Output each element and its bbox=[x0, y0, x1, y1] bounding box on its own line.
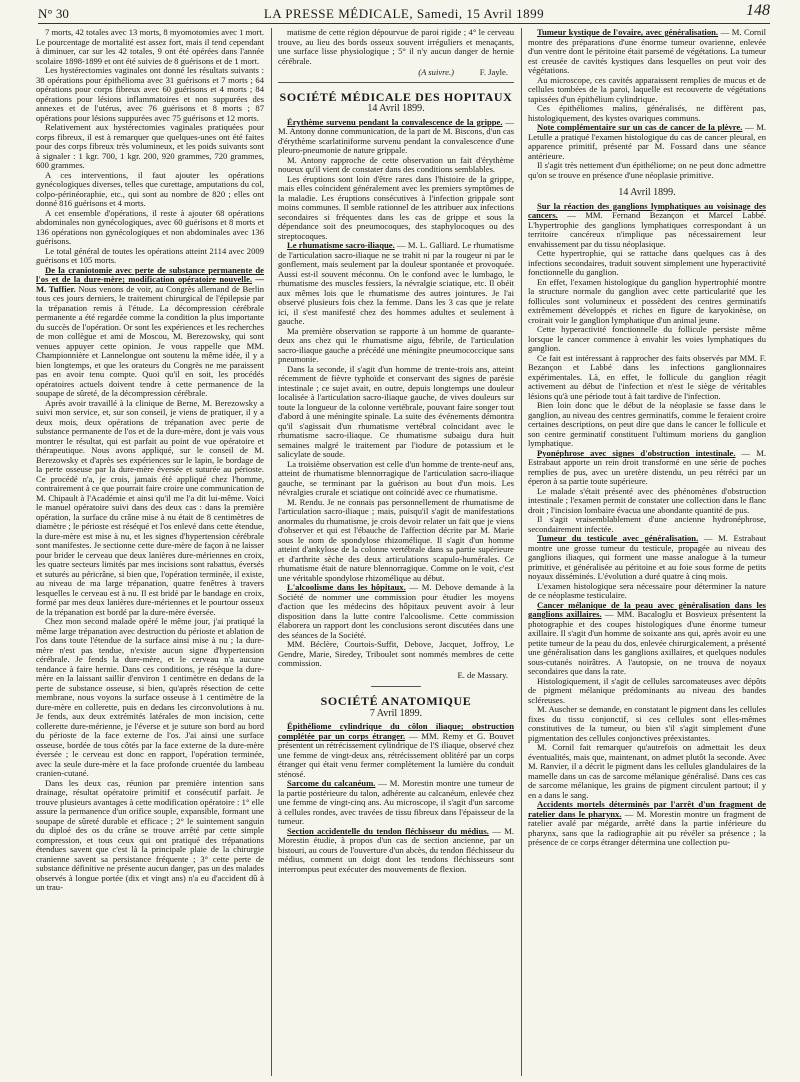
header-rule bbox=[38, 23, 770, 24]
article-rhumatisme bbox=[278, 241, 514, 327]
article-epitheliome bbox=[278, 722, 514, 779]
column-rule-1 bbox=[271, 28, 272, 1076]
article-text: — M. Morestin montre une tumeur de la partie postérieure du talon, adhérente au calcanéum, enlevée chez une femme de vingt-cinq ans. Au microscope, il s'agit d'un sarcome à cellules rondes, avec travées de tissu fibreux dans l'épaisseur de la tumeur. bbox=[278, 778, 514, 826]
paragraph: Il s'agit très nettement d'un épithéliome; on ne peut donc admettre qu'on se trouve en présence d'une néoplasie primitive. bbox=[528, 160, 766, 180]
article-text: — M. Morestin étudie, à propos d'un cas de section ancienne, par un bistouri, au cours de l'ouverture d'un abcès, du tendon fléchisseur du médius, comment un doigt dont les tendons fléchisseurs sont interrompus peut exécuter des mouvements de flexion. bbox=[278, 825, 514, 874]
article-title: Note complémentaire sur un cas de cancer de la plèvre. bbox=[537, 122, 743, 132]
article-text: — MM. Bacaloglu et Bosvieux présentent la photographie et des coupes histologiques d'une énorme tumeur axillaire. Il s'agit d'un homme de soixante ans qui, après avoir eu une petite tumeur de la peau du dos, enlevée chirurgicalement, a présenté une généralisation dans les ganglions axillaires, et quelques nodules sous-cutanés noirâtres. A l'autopsie, on ne trouva de noyaux secondaires que dans la rate. bbox=[528, 609, 766, 676]
page-header bbox=[38, 2, 770, 24]
column-2 bbox=[278, 28, 514, 1078]
section-title: SOCIÉTÉ ANATOMIQUE bbox=[320, 694, 472, 708]
article-sarcome bbox=[278, 779, 514, 827]
article-cancer-plevre bbox=[528, 123, 766, 161]
article-text: — M. Debove demande à la Société de nommer une commission pour étudier les moyens d'action que les médecins des hôpitaux peuvent avoir à leur disposition dans la lutte contre l'alcoolisme. Cette commission élaborera un rapport dont les conclusions seront discutées dans une des séances de la Société. bbox=[278, 582, 514, 640]
author-signature: E. de Massary. bbox=[457, 669, 508, 680]
article-text: — M. Antony donne communication, de la part de M. Biscons, d'un cas d'érythème scarlatiniforme survenu pendant la convalescence d'une pleuro-pneumonie de nature grippale. bbox=[278, 116, 514, 155]
paragraph: En effet, l'examen histologique du ganglion hypertrophié montre la structure normale du ganglion avec cette particularité que les follicules sont volumineux et possèdent des centres germinatifs extrêmement développés et riches en figure de karyokinèse, on croirait voir le ganglion lymphatique d'un animal jeune. bbox=[528, 276, 766, 325]
article-text: Nous venons de voir, au Congrès allemand de Berlin tous ces jours derniers, le traitement chirurgical de l'épilepsie par la trépanation remis à l'étude. La décompression cérébrale permanente a été regardée comme la condition la plus importante du succès de l'opération. Or sont les expériences et les recherches de mon collègue et ami de Moscou, M. Berezowsky, qui sont venues appuyer cette opinion. Je vous rappelle que MM. Championnière et Lannelongue ont soutenu la même idée, il y a bien longtemps, et que les orateurs du Congrès ne me paraissent pas en avoir tenu compte. Quoi qu'il en soit, les procédés opératoires actuels doivent tendre à cette permanence de la soupape de sûreté, de la décompression cérébrale. bbox=[36, 283, 264, 398]
article-text: — M. L. Galliard. Le rhumatisme de l'articulation sacro-iliaque ne se trahit ni par la rougeur ni par le gonflement, mais seulement par la douleur spontanée et provoquée. Aussi est-il souvent méconnu. On le confond avec le lumbago, le rhumatisme des muscles fessiers, la névralgie sciatique, etc. Il obéit aux mêmes lois que le rhumatisme des autres jointures. Je l'ai observé plusieurs fois chez la femme. Dans les 3 cas que je relate ici, il s'est manifesté chez des hommes adultes et seulement à gauche. bbox=[278, 240, 514, 326]
paragraph: M. Antony rapproche de cette observation un fait d'érythème noueux qu'il vient de constater dans des conditions semblables. bbox=[278, 154, 514, 174]
article-author: — M. Tuffier. bbox=[36, 274, 264, 294]
article-title: Accidents mortels déterminés par l'arrêt d'un fragment de ratelier dans le pharynx. bbox=[528, 799, 766, 819]
to-be-continued: (A suivre.) bbox=[418, 67, 455, 77]
paragraph: Il s'agit vraisemblablement d'une ancienne hydronéphrose, secondairement infectée. bbox=[528, 514, 766, 534]
paragraph: Les éruptions sont loin d'être rares dans l'histoire de la grippe, mais elles coïncident généralement avec les premiers symptômes de la maladie. Les éruptions consécutives à l'infection grippale sont moins communes. Il semble rationnel de les attribuer aux infections secondaires si fréquentes dans les cas de grippe et sous la dépendance soit des pneumocoques, des staphylocoques ou des streptocoques. bbox=[278, 173, 514, 241]
article-craniotomie bbox=[36, 266, 264, 399]
paragraph: Dans la seconde, il s'agit d'un homme de trente-trois ans, atteint récemment de fièvre typhoïde et conservant des signes de parésie intestinale ; ce sujet avait, en outre, depuis longtemps une douleur localisée à l'articulation sacro-iliaque gauche, de vives douleurs sur toute la longueur de la colonne vertébrale, pouvant faire songer tout d'abord à une méningite spinale. La suite des événements démontra qu'il s'agissait d'un rhumatisme vertébral coïncidant avec le rhumatisme sacro-iliaque. Ce rhumatisme subaigu dura huit semaines malgré le traitement par l'iodure de potassium et le salicylate de soude. bbox=[278, 363, 514, 459]
section-date: 7 Avril 1899. bbox=[369, 707, 423, 719]
section-title: SOCIÉTÉ MÉDICALE DES HOPITAUX bbox=[279, 89, 513, 104]
section-divider bbox=[278, 82, 514, 83]
paragraph: Bien loin donc que le début de la néoplasie se fasse dans le ganglion, au niveau des centres germinatifs, comme le feraient croire certaines descriptions, on peut dire que dans le cancer le follicule et son centre germinatif constituent l'ultimum moriens du ganglion lymphatique. bbox=[528, 400, 766, 448]
article-title: Cancer mélanique de la peau avec généralisation dans les ganglions axillaires. bbox=[528, 599, 766, 619]
article-erytheme bbox=[278, 118, 514, 156]
article-text: — MM. Fernand Bezançon et Marcel Labbé. L'hypertrophie des ganglions lymphatiques correspondant à un territoire cancéreux n'implique pas nécessairement leur envahissement par du tissu néoplasique. bbox=[528, 210, 766, 249]
section-date: 14 Avril 1899. bbox=[618, 187, 676, 198]
article-section-tendon bbox=[278, 827, 514, 875]
article-ganglions bbox=[528, 202, 766, 250]
article-title: L'alcoolisme dans les hôpitaux. bbox=[287, 582, 406, 592]
paragraph: Histologiquement, il s'agit de cellules sarcomateuses avec dépôts de pigment mélanique prédominants au niveau des bandes scléreuses. bbox=[528, 675, 766, 705]
paragraph: A ces interventions, il faut ajouter les opérations gynécologiques diverses, telles que curettage, amputations du col, colpo-périnéoraphie, etc., qui sont au nombre de 820 ; elles ont donné 816 guérisons et 4 morts. bbox=[36, 169, 264, 208]
paragraph: Le malade s'était présenté avec des phénomènes d'obstruction intestinale ; l'examen permit de constater une collection dans le flanc droit ; l'incision lombaire évacua une abondante quantité de pus. bbox=[528, 485, 766, 515]
author-signature: F. Jayle. bbox=[479, 67, 508, 77]
paragraph: Chez mon second malade opéré le même jour, j'ai pratiqué la même large trépanation avec destruction du périoste et ablation de l'os dans toute l'étendue de la surface ainsi mise à nu ; la dure-mère n'est pas tendue, n'existe aucun signe d'hypertension cérébrale. Je fends la dure-mère, et le cerveau n'a aucune tendance à faire hernie. Dans ces conditions, je résèque la dure-mère en la laissant saillir d'environ 1 centimètre en dedans de la perte de substance osseuse, si bien, qu'après résection de cette membrane, nous voyons la surface osseuse à 1 centimètre de la dure-mère en collerette, puis en dedans les circonvolutions à nu. Je fends, aux deux extrémités latérales de mon incision, cette collerette dure-mérienne, je l'éverse et je suture son bord au bord du périoste de la face externe de l'os. J'ai ainsi une surface osseuse, bordée de tous côtés par la face externe de la dure-mère éversée ; le cerveau est donc en rapport, l'opération terminée, avec la seule dure-mère et la face profonde cruentée du lambeau cranien-cutané. bbox=[36, 616, 264, 778]
article-text: — MM. Remy et G. Bouvet présentent un rétrécissement cylindrique de l'S iliaque, observé chez une femme de vingt-deux ans, rétrécissement oblitéré par un corps étranger qui était venu fermer complètement la lumière du conduit sténosé. bbox=[278, 730, 514, 779]
article-title: Sarcome du calcanéum. bbox=[287, 778, 376, 788]
paragraph: Cette hyperactivité fonctionnelle du follicule persiste même lorsque le cancer commence à envahir les voies lymphatiques du ganglion. bbox=[528, 324, 766, 353]
article-title: Section accidentelle du tendon fléchisseur du médius. bbox=[287, 825, 489, 836]
article-title: Tumeur kystique de l'ovaire, avec généralisation. bbox=[537, 28, 719, 37]
paragraph: Ces épithéliomes malins, généralisés, ne diffèrent pas, histologiquement, des kystes ovariques communs. bbox=[528, 103, 766, 123]
article-pyonephrose bbox=[528, 449, 766, 487]
newspaper-title: LA PRESSE MÉDICALE, Samedi, 15 Avril 1899 bbox=[263, 6, 545, 21]
article-text: — M. Cornil montre des préparations d'une énorme tumeur ovarienne, enlevée d'un ventre dont le péritoine était parsemé de végétations. La tumeur est creusée de cavités kystiques dans lesquelles on peut voir des végétations. bbox=[528, 28, 766, 75]
paragraph: Au microscope, ces cavités apparaissent remplies de mucus et de cellules tombées de la paroi, laquelle est recouverte de végétations tapissées d'un épithélium cylindrique. bbox=[528, 74, 766, 104]
paragraph: Le total général de toutes les opérations atteint 2114 avec 2009 guérisons et 105 morts. bbox=[36, 245, 264, 265]
article-title: Pyonéphrose avec signes d'obstruction intestinale. bbox=[537, 447, 736, 458]
paragraph: La troisième observation est celle d'un homme de trente-neuf ans, atteint de rhumatisme blennorragique de l'articulation sacro-iliaque gauche, se terminant par la guérison au bout d'un mois. Les névralgies crurale et sciatique ont coïncidé avec ce rhumatisme. bbox=[278, 458, 514, 497]
article-cancer-melanique bbox=[528, 601, 766, 677]
paragraph: Les hystérectomies vaginales ont donné les résultats suivants : 38 opérations pour épithélioma avec 31 guérisons et 7 morts ; 64 opérations pour corps fibreux avec 60 guérisons et 4 morts ; 84 opérations pour lésions inflammatoires et non suppurées des annexes et de l'utérus, avec 76 guérisons et 8 morts ; 87 opérations pour lésions suppurées avec 75 guérisons et 12 morts. bbox=[36, 65, 264, 123]
paragraph: Dans les deux cas, réunion par première intention sans drainage, résultat opératoire primitif et consécutif parfait. Je trouve plusieurs avantages à cette modification opératoire : 1° elle assure la permanence d'un orifice souple, expansible, formant une soupape de sûreté durable et efficace ; 2° le suintement sanguin du diploé des os du crâne se trouve arrêté par cette simple compression, et tous ceux qui ont pratiqué des trépanations étendues savent que c'est là la principale plaie de la chirurgie cranienne savent sa persistance fréquente ; 3° cette perte de substance définitive ne présente aucun danger, pas un des malades observés à longue portée (dix et vingt ans) n'a eu d'accident dû à un trau- bbox=[36, 777, 264, 892]
column-rule-2 bbox=[521, 28, 522, 1076]
column-3 bbox=[528, 28, 766, 1078]
article-text: — M. Estrabaut montre une grosse tumeur du testicule, propagée au niveau des ganglions iliaques, qui forment une masse analogue à la tumeur primitive, et généralisée au péritoine et au foie sous forme de petits noyaux disséminés. L'évolution a duré quatre à cinq mois. bbox=[528, 533, 766, 581]
paragraph: Relativement aux hystérectomies vaginales pratiquées pour corps fibreux, il est à remarquer que quelques-unes ont été faites pour des corps fibreux très volumineux, et les poids suivants sont à signaler : 1 kgr. 700, 1 kgr. 200, 920 grammes, 720 grammes, 600 grammes. bbox=[36, 122, 264, 170]
column-1 bbox=[36, 28, 264, 1078]
article-title: De la craniotomie avec perte de substance permanente de l'os et de la dure-mère; modification opératoire nouvelle. bbox=[36, 264, 264, 284]
paragraph: matisme de cette région dépourvue de paroi rigide ; 4° le cerveau trouve, au lieu des bords osseux souvent irréguliers et menaçants, une surface lisse physiologique ; 5° il n'y aucun danger de hernie cérébrale. bbox=[278, 28, 514, 66]
paragraph: M. Auscher se demande, en constatant le pigment dans les cellules fixes du tissu conjonctif, si ces cellules sont elles-mêmes constitutives de la tumeur, ou bien s'il s'agit simplement d'une pigmentation des cellules conjonctives préexistantes. bbox=[528, 704, 766, 743]
article-title: Tumeur du testicule avec généralisation. bbox=[537, 533, 699, 543]
article-alcoolisme bbox=[278, 583, 514, 640]
section-date: 14 Avril 1899. bbox=[367, 103, 425, 114]
paragraph: Après avoir travaillé à la clinique de Berne, M. Berezowsky a suivi mon service, et, sur son conseil, je viens de pratiquer, il y a deux mois, deux opérations de trépanation avec perte de substance permanente de l'os et de la dure-mère, dont je vais vous montrer le résultat, qui est parfait au point de vue opératoire et thérapeutique. Nous avons appliqué, sur le conseil de M. Berezowsky et d'après ses expériences sur le lapin, le bordage de la perte osseuse par la dure-mère éversée et suturée au périoste. Ce procédé n'a, je crois, jamais été appliqué chez l'homme, contrairement à ce que pourrait faire croire une communication de M. Chipault à l'Académie et ainsi qu'il me l'a dit lui-même. Voici le manuel opératoire suivi dans des deux cas : dans la première opération, la surface du crâne mise à nu était de 8 centimètres de diamètre ; le périoste est réséqué et l'os enlevé dans cette étendue, la dure-mère est mise à nu, et les signes d'hypertension cérébrale sont manifestes. Je sectionne cette dure-mère de façon à ne laisser pour brider le cerveau que deux lanières dure-mériennes en croix, les quatre secteurs limités par mes incisions sont rabattus, éversés et suturés au péricrâne, si bien que, l'opération terminée, il existe, au niveau de ma large trépanation, quatre fenêtres à travers lesquelles le cerveau est à nu. Il est bridé par le bandage en croix, formé par mes deux lanières dure-mériennes et le pourtour osseux de la trépanation est bordé par la dure-mère éversée. bbox=[36, 397, 264, 617]
paragraph: L'examen histologique sera nécessaire pour déterminer la nature de ce néoplasme testiculaire. bbox=[528, 580, 766, 600]
article-title: Érythème survenu pendant la convalescence de la grippe. bbox=[287, 116, 503, 127]
article-text: — M. Estrabaut apporte un rein droit transformé en une série de poches remplies de pus, avec un uretère distendu, un peu rétréci par un éperon à sa partie toute supérieure. bbox=[528, 447, 766, 486]
paragraph: 7 morts, 42 totales avec 13 morts, 8 myomotomies avec 1 mort. Le pourcentage de mortalité est assez fort, mais il tend cependant à diminuer, car sur les 42 totales, 9 ont été opérées dans l'année scolaire 1898-1899 et ont été suivies de 8 guérisons et de 1 mort. bbox=[36, 28, 264, 66]
paragraph: A cet ensemble d'opérations, il reste à ajouter 68 opérations abdominales non gynécologiques, avec 60 guérisons et 8 morts et 136 opérations non gynécologiques et non abdominales avec 136 guérisons. bbox=[36, 207, 264, 246]
paragraph: MM. Béclère, Courtois-Suffit, Debove, Jacquet, Joffroy, Le Gendre, Marie, Siredey, Triboulet sont nommés membres de cette commission. bbox=[278, 639, 514, 668]
article-title: Le rhumatisme sacro-iliaque. bbox=[287, 240, 395, 250]
page-number: 148 bbox=[746, 2, 770, 19]
article-text: — M. Morestin montre un fragment de ratelier avalé par mégarde, arrêté dans la partie inférieure du pharynx, sans que la radiographie ait pu révéler sa présence ; la présence de ce corps étranger détermina une collection pu- bbox=[528, 808, 766, 847]
issue-number: N° 30 bbox=[38, 6, 69, 21]
article-title: Épithéliome cylindrique du côlon iliaque; obstruction complétée par un corps étranger. bbox=[278, 721, 514, 741]
paragraph: Ma première observation se rapporte à un homme de quarante-deux ans chez qui le rhumatisme aigu, fébrile, de l'articulation sacro-iliaque gauche a précédé une méningite pneumococcique sans pneumonie. bbox=[278, 325, 514, 364]
article-ratelier bbox=[528, 800, 766, 848]
section-divider bbox=[371, 686, 421, 687]
paragraph: M. Rendu. Je ne connais pas personnellement de rhumatisme de l'articulation sacro-iliaque ; mais, puisqu'il s'agit de manifestations anormales du rhumatisme, je crois devoir relater un fait que je viens d'observer et qui est l'ébauche de l'affection décrite par M. Marie sous le nom de spondylose rhizomélique. Il s'agit d'un homme atteint d'ankylose de la colonne vertébrale dans sa partie supérieure et d'arthrite sèche des deux articulations scapulo-humérales. Ce rhumatisme était de nature blennorragique. Comme on le voit, c'est une véritable spondylose rhizomélique au début. bbox=[278, 496, 514, 583]
article-tumeur-ovaire bbox=[528, 28, 766, 76]
paragraph: Ce fait est intéressant à rapprocher des faits observés par MM. F. Bezançon et Labbé dans les infections ganglionnaires expérimentales. Là, en effet, le follicule du ganglion réagit activement au début de l'infection et n'est le siège de véritables lésions qu'à une période tout à fait tardive de l'infection. bbox=[528, 352, 766, 401]
article-title: Sur la réaction des ganglions lymphatiques au voisinage des cancers. bbox=[528, 200, 766, 220]
article-tumeur-testicule bbox=[528, 534, 766, 582]
paragraph: M. Cornil fait remarquer qu'autrefois on admettait les deux éventualités, mais que, maintenant, on admet plutôt la seconde. Avec M. Ranvier, il a décrit le pigment dans les cellules glandulaires de la mamelle dans un cas de sarcome mélanique généralisé. Dans ces cas de sarcome mélanique, les grains de pigment circulent partout; il y en a dans le sang. bbox=[528, 742, 766, 800]
signature-line bbox=[278, 68, 508, 78]
article-text: — M. Letulle a pratiqué l'examen histologique du cas de cancer pleural, en apparence primitif, présenté par M. Fossard dans une séance antérieure. bbox=[528, 122, 766, 161]
paragraph: Cette hypertrophie, qui se rattache dans quelques cas à des infections secondaires, traduit souvent simplement une hyperactivité fonctionnelle du ganglion. bbox=[528, 248, 766, 277]
